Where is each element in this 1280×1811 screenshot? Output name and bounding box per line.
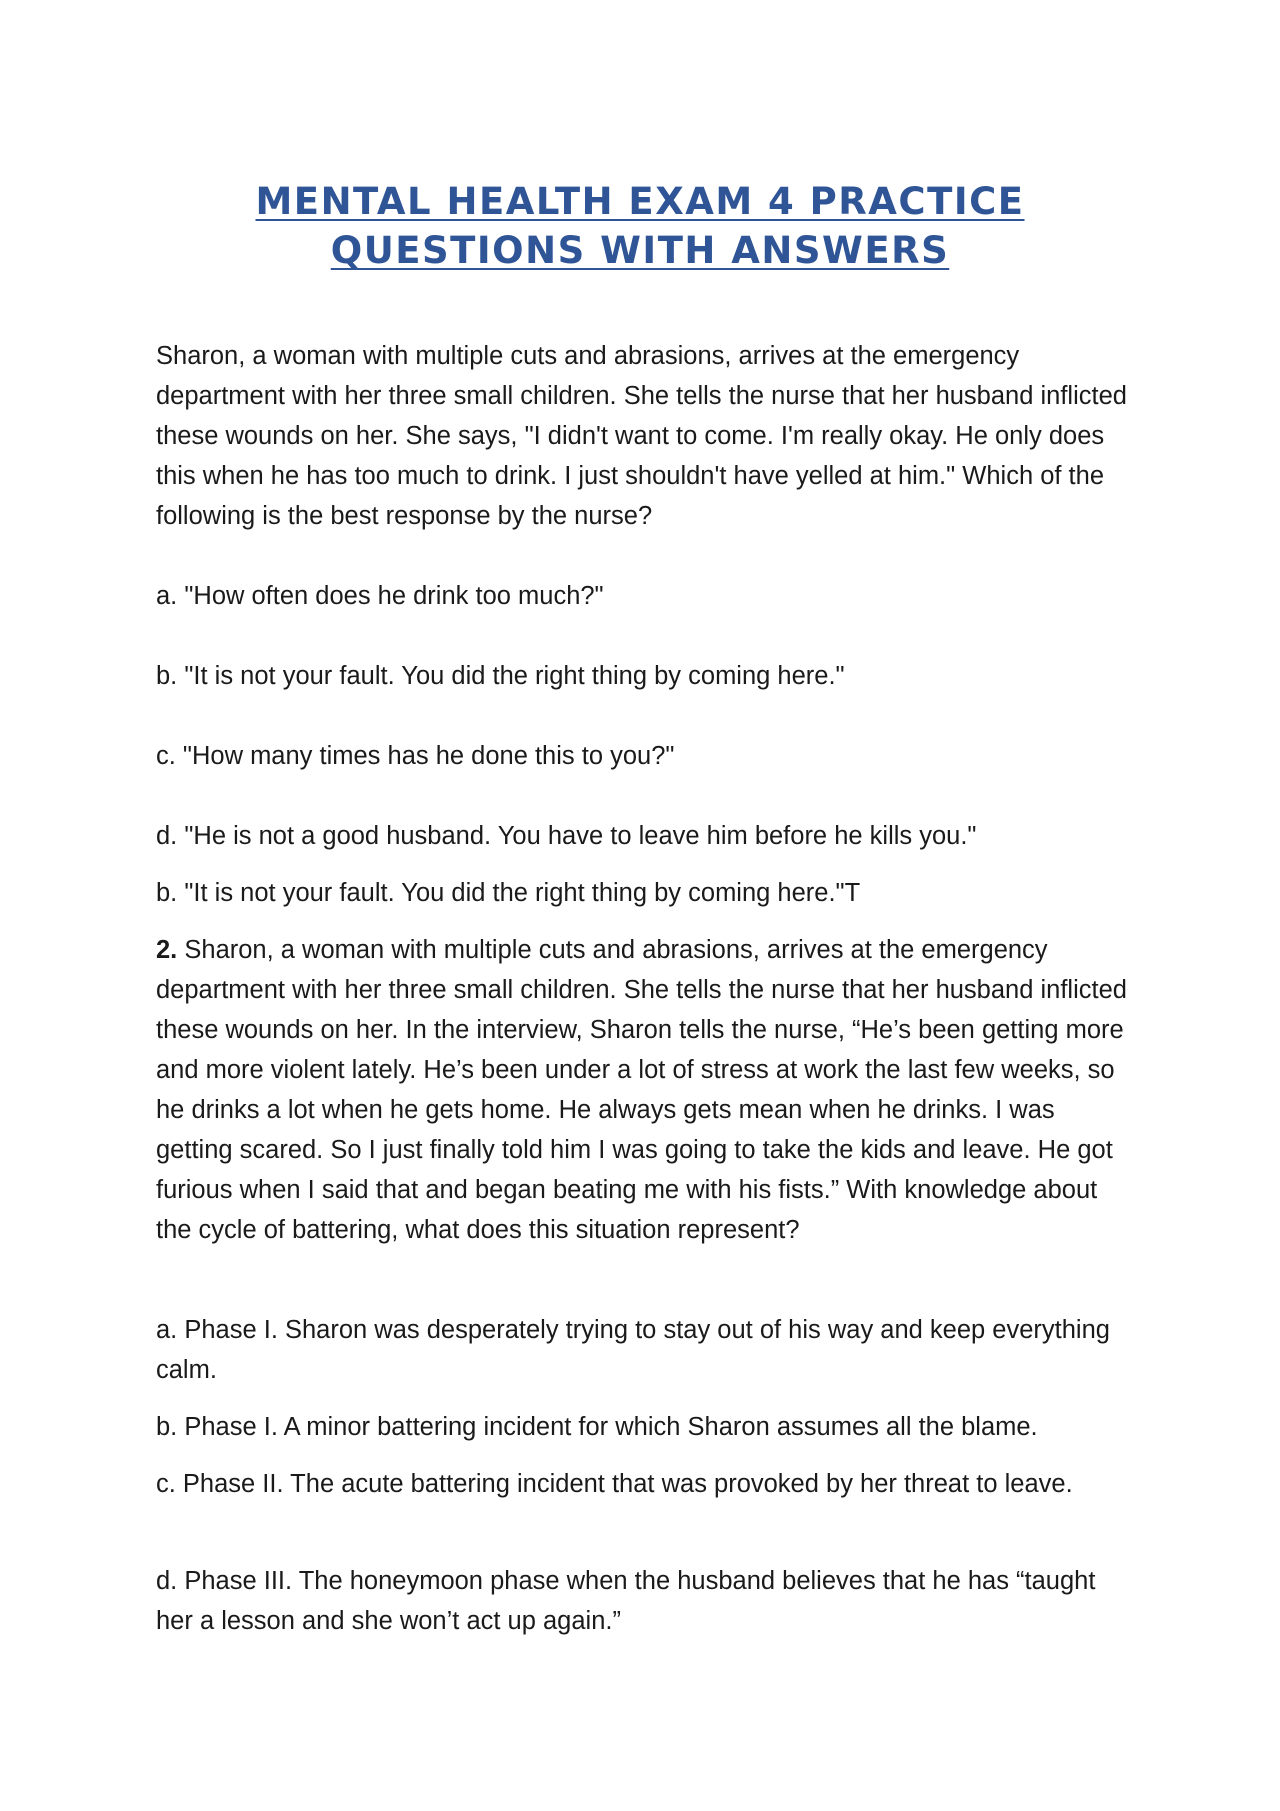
question-1-option-a: a. "How often does he drink too much?" — [156, 582, 604, 610]
document-title — [150, 177, 1130, 275]
question-1-answer: b. "It is not your fault. You did the right thing by coming here."T — [156, 879, 861, 907]
question-1-stem: Sharon, a woman with multiple cuts and abrasions, arrives at the emergency department with her three small children. She tells the nurse that her husband inflicted these wounds on her. She says, "I didn't want to come. I'm really okay. He only does this when he has too much to drink. I just shouldn't have yelled at him." Which of the following is the best response by the nurse? — [156, 342, 1127, 530]
question-2-option-d: d. Phase III. The honeymoon phase when the husband believes that he has “taught her a lesson and she won’t act up again.” — [156, 1567, 1096, 1635]
question-2-stem: Sharon, a woman with multiple cuts and abrasions, arrives at the emergency department with her three small children. She tells the nurse that her husband inflicted these wounds on her. In the interview, Sharon tells the nurse, “He’s been getting more and more violent lately. He’s been under a lot of stress at work the last few weeks, so he drinks a lot when he gets home. He always gets mean when he drinks. I was getting scared. So I just finally told him I was going to take the kids and leave. He got furious when I said that and began beating me with his fists.” With knowledge about the cycle of battering, what does this situation represent? — [156, 936, 1127, 1244]
title-line-1: MENTAL HEALTH EXAM 4 PRACTICE — [255, 180, 1025, 223]
question-1-option-b: b. "It is not your fault. You did the right thing by coming here." — [156, 662, 845, 690]
question-2-block — [156, 930, 1136, 1250]
question-1-option-d: d. "He is not a good husband. You have to leave him before he kills you." — [156, 822, 977, 850]
question-1-option-c: c. "How many times has he done this to you?" — [156, 742, 675, 770]
question-2-number: 2. — [156, 936, 178, 964]
question-2-option-c: c. Phase II. The acute battering incident that was provoked by her threat to leave. — [156, 1470, 1073, 1498]
title-line-2: QUESTIONS WITH ANSWERS — [330, 229, 950, 272]
question-2-option-a: a. Phase I. Sharon was desperately trying to stay out of his way and keep everything calm. — [156, 1316, 1110, 1384]
question-2-option-b: b. Phase I. A minor battering incident for which Sharon assumes all the blame. — [156, 1413, 1038, 1441]
